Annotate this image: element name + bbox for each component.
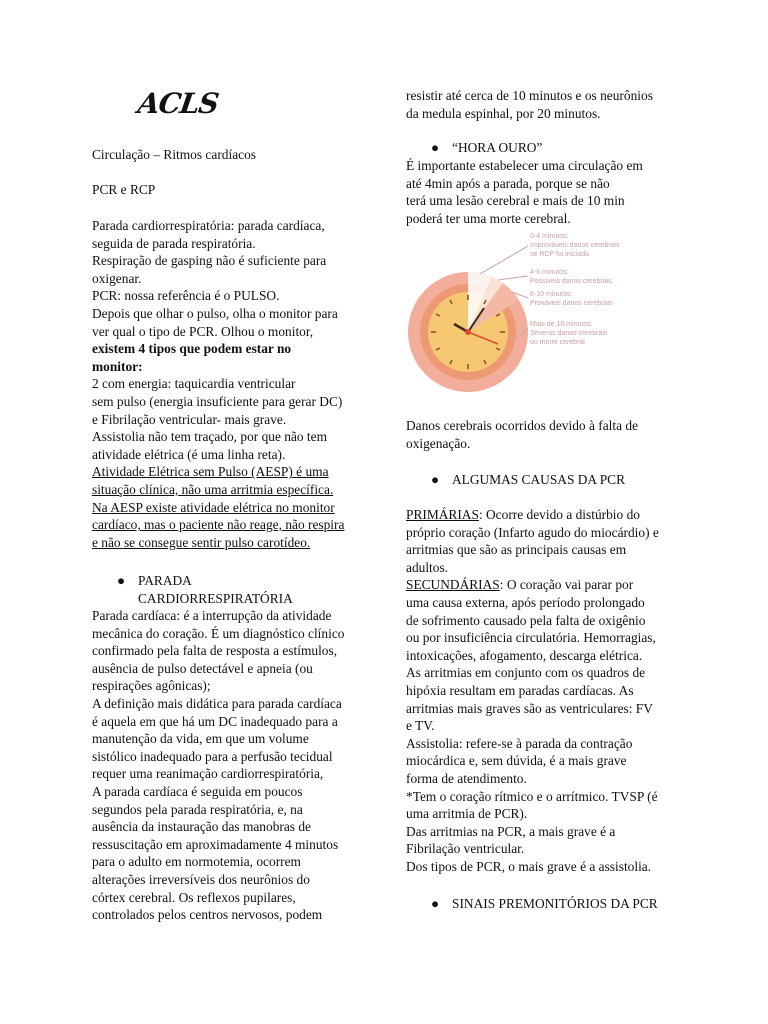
text-line: córtex cerebral. Os reflexos pupilares, [92,889,296,905]
text-line: Danos cerebrais ocorridos devido à falta de [406,418,639,433]
text-line: miocárdica e, sem dúvida, é a mais grave [406,753,627,769]
label-0-4-line: se RCP foi iniciada [530,251,590,258]
text-line: manutenção da vida, em que um volume [92,731,309,747]
underlined-line: situação clínica, não uma arritmia específica. [92,481,334,497]
hora-paragraph [406,157,678,227]
underlined-line: e não se consegue sentir pulso carotídeo. [92,534,311,550]
bold-line: monitor: [92,358,143,374]
label-10plus-line: ou morte cerebral [530,339,585,346]
text-line: terá uma lesão cerebral e mais de 10 min [406,193,625,209]
text-line: seguida de parada respiratória. [92,235,256,251]
text-line: Fibrilação ventricular. [406,841,525,857]
label-4-6-line: Possíveis danos cerebrais [530,278,612,285]
bullet-text: “HORA OURO” [452,140,543,155]
text-line: da medula espinhal, por 20 minutos. [406,105,601,121]
danos-paragraph [406,417,678,452]
text-line: Dos tipos de PCR, o mais grave é a assistolia. [406,858,652,874]
text-line: Das arritmias na PCR, a mais grave é a [406,823,616,839]
causes-paragraph [406,506,678,875]
intro-paragraph [92,217,364,551]
text-line: mecânica do coração. É um diagnóstico clínico [92,625,345,641]
continuation-paragraph [406,87,678,122]
text-line: oxigenar. [92,270,142,286]
text-line: ausência de pulso detectável e apneia (ou [92,660,313,676]
bullet-line: PARADA [138,573,192,588]
bullet-icon: ● [431,896,440,911]
secundarias-text: : O coração vai parar por [499,577,634,593]
text-line: arritmias que são as principais causas em [406,542,627,558]
text-line: *Tem o coração rítmico e o arrítmico. TVSP (é [406,788,658,804]
text-line: para o adulto em normotemia, ocorrem [92,854,301,870]
figure-labels [530,233,620,346]
text-line: confirmado pela falta de resposta a estímulos, [92,643,338,659]
text-line: adultos. [406,559,449,575]
text-line: oxigenação. [406,435,471,451]
text-line: Assistolia: refere-se à parada da contração [406,735,633,751]
text-line: sem pulso (energia insuficiente para gerar DC) [92,393,343,409]
label-10plus-title: Mais de 10 minutos: [530,321,593,328]
bold-line: existem 4 tipos que podem estar no [92,341,292,357]
text-line: Parada cardíaca: é a interrupção da atividade [92,608,332,623]
text-line: ver qual o tipo de PCR. Olhou o monitor, [92,323,314,339]
clock-center [465,329,471,335]
text-line: arritmias mais graves são as ventriculares: FV [406,700,653,716]
label-10plus-line: Severos danos cerebrais [530,330,608,337]
text-line: Depois que olhar o pulso, olha o monitor para [92,305,338,321]
bullet-line: CARDIORRESPIRATÓRIA [138,590,293,606]
subtitle: Circulação – Ritmos cardíacos [92,147,256,162]
body-paragraph [92,607,364,924]
primarias-text: : Ocorre devido a distúrbio do [478,507,640,522]
text-line: forma de atendimento. [406,770,527,786]
text-line: próprio coração (Infarto agudo do miocárdio) e [406,524,659,540]
text-line: uma causa externa, após período prolongado [406,594,645,610]
brain-damage-clock-figure [406,232,686,402]
text-line: atividade elétrica (é uma linha reta). [92,446,286,462]
text-line: resistir até cerca de 10 minutos e os neurônios [406,88,653,103]
document-title: ACLS [135,87,221,120]
text-line: Respiração de gasping não é suficiente para [92,253,327,269]
text-line: alterações irreversíveis dos neurônios do [92,871,310,887]
bullet-text: ALGUMAS CAUSAS DA PCR [452,472,626,487]
text-line: respirações agônicas); [92,678,211,694]
text-line: É importante estabelecer uma circulação em [406,158,643,173]
underlined-line: Na AESP existe atividade elétrica no monitor [92,499,335,515]
text-line: intoxicações, afogamento, descarga elétrica. [406,647,643,663]
text-line: sistólico inadequado para a perfusão tecidual [92,748,333,764]
text-line: requer uma reanimação cardiorrespiratória, [92,766,324,782]
text-line: ausência da instauração das manobras de [92,819,311,835]
underlined-line: Atividade Elétrica sem Pulso (AESP) é uma [92,464,329,480]
text-line: A parada cardíaca é seguida em poucos [92,783,303,799]
label-0-4-title: 0-4 minutos: [530,233,569,240]
label-4-6-title: 4-6 minutos: [530,269,569,276]
label-6-10-title: 6-10 minutos: [530,291,573,298]
text-line: segundos pela parada respiratória, e, na [92,801,303,817]
text-line: Parada cardiorrespiratória: parada cardíaca, [92,218,325,233]
text-line: uma arritmia de PCR). [406,806,528,822]
text-line: A definição mais didática para parada cardíaca [92,695,342,711]
text-line: As arritmias em conjunto com os quadros de [406,665,646,681]
text-line: controlados pelos centros nervosos, podem [92,907,323,923]
topic-heading: PCR e RCP [92,182,156,197]
text-line: PCR: nossa referência é o PULSO. [92,288,280,304]
text-line: e Fibrilação ventricular- mais grave. [92,411,287,427]
text-line: ressuscitação em aproximadamente 4 minutos [92,836,339,852]
text-line [406,506,678,524]
bullet-icon: ● [431,472,440,487]
text-line: poderá ter uma morte cerebral. [406,210,571,226]
label-0-4-line: Improváveis danos cerebrais [530,242,620,249]
bullet-icon: ● [117,573,126,588]
bullet-icon: ● [431,140,440,155]
text-line [406,576,678,594]
underlined-line: cardíaco, mas o paciente não reage, não respira [92,517,345,533]
text-line: hipóxia resultam em paradas cardíacas. As [406,682,634,698]
text-line: ou por insuficiência circulatória. Hemorragias, [406,630,656,646]
text-line: até 4min após a parada, porque se não [406,175,610,191]
secundarias-label: SECUNDÁRIAS [406,577,500,593]
text-line: de sofrimento causado pela falta de oxigênio [406,612,646,628]
label-6-10-line: Prováveis danos cerebrais [530,300,613,307]
text-line: e TV. [406,718,435,734]
primarias-label: PRIMÁRIAS [406,507,479,522]
text-line: Assistolia não tem traçado, por que não tem [92,429,328,445]
clock-illustration [406,232,686,402]
text-line: é aquela em que há um DC inadequado para a [92,713,338,729]
bullet-text [138,572,364,607]
bullet-text: SINAIS PREMONITÓRIOS DA PCR [452,896,658,911]
text-line: 2 com energia: taquicardia ventricular [92,376,296,392]
